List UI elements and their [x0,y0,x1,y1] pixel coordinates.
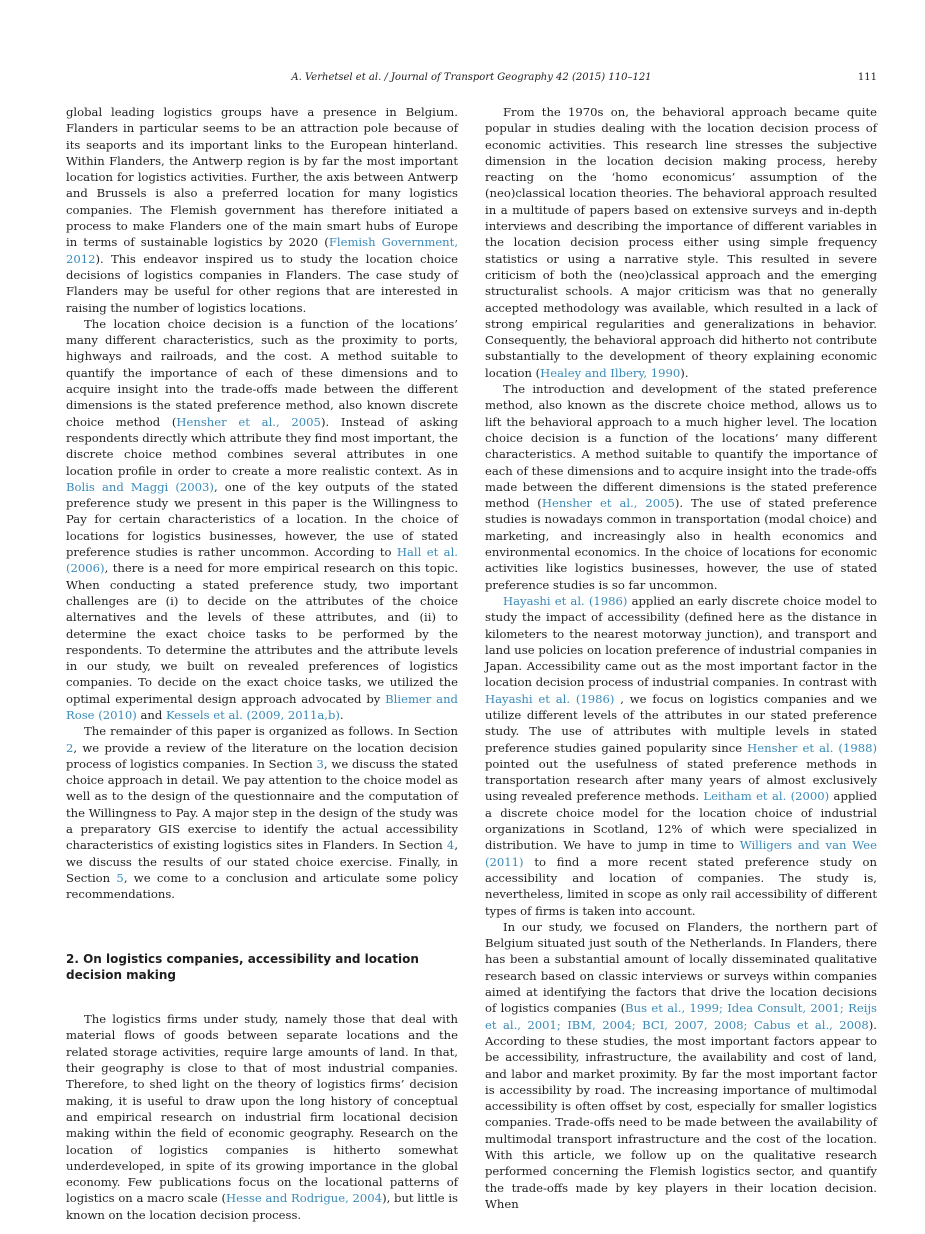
section-link[interactable]: 3 [316,756,324,771]
left-column [66,104,458,1223]
paragraph: The introduction and development of the stated preference method, also known as the discrete choice method, allows us to lift the behavioral approach to a much higher level. The location choice decision is a function of the locations’ many different characteristics. A method suitable to quantify the importance of each of these dimensions and to acquire insight into the trade-offs made between the different dimensions is the stated preference method (Hensher et al., 2005). The use of stated preference studies is nowadays common in transportation (modal choice) and marketing, and increasingly also in health economics and environmental economics. In the choice of locations for economic activities like logistics businesses, however, the use of stated preference studies is so far uncommon. [485,382,877,592]
page-number: 111 [857,72,877,83]
section-link[interactable]: 5 [116,870,124,885]
citation-link[interactable]: Hensher et al., 2005 [541,496,675,511]
citation-link[interactable]: Bus et al., 1999; Idea Consult, 2001; Reijs et al., 2001; IBM, 2004; BCI, 2007, 2008; Cabus et al., 2008 [485,1001,877,1032]
paragraph: The logistics firms under study, namely those that deal with material flows of goods between separate locations and the related storage activities, require large amounts of land. In that, their geography is close to that of most industrial companies. Therefore, to shed light on the theory of logistics firms’ decision making, it is useful to draw upon the long history of conceptual and empirical research on industrial firm locational decision making within the field of economic geography. Research on the location of logistics companies is hitherto somewhat underdeveloped, in spite of its growing importance in the global economy. Few publications focus on the locational patterns of logistics on a macro scale (Hesse and Rodrigue, 2004), but little is known on the location decision process. [66,1012,459,1222]
citation-link[interactable]: Hall et al. (2006) [66,545,458,576]
paragraph: global leading logistics groups have a presence in Belgium. Flanders in particular seems to be an attraction pole because of its seaports and its important links to the European hinterland. Within Flanders, the Antwerp region is by far the most important location for logistics activities. Further, the axis between Antwerp and Brussels is also a preferred location for many logistics companies. The Flemish government has therefore initiated a process to make Flanders one of the main smart hubs of Europe in terms of sustainable logistics by 2020 (Flemish Government, 2012). This endeavor inspired us to study the location choice decisions of logistics companies in Flanders. The case study of Flanders may be useful for other regions that are interested in raising the number of logistics locations. [66,105,458,315]
section-heading: 2. On logistics companies, accessibility and location decision making [66,951,419,982]
section-link[interactable]: 4 [446,838,455,853]
citation-link[interactable]: Flemish Government, 2012 [66,235,458,266]
citation-link[interactable]: Kessels et al. (2009, 2011a,b) [165,707,340,722]
citation-link[interactable]: Hayashi et al. (1986) [485,691,615,706]
citation-link[interactable]: Leitham et al. (2000) [703,789,830,804]
paragraph: In our study, we focused on Flanders, the northern part of Belgium situated just south of the Netherlands. In Flanders, there has been a substantial amount of locally disseminated qualitative research based on classic interviews or surveys within companies aimed at identifying the factors that drive the location decisions of logistics companies (Bus et al., 1999; Idea Consult, 2001; Reijs et al., 2001; IBM, 2004; BCI, 2007, 2008; Cabus et al., 2008). According to these studies, the most important factors appear to be accessibility, infrastructure, the availability and cost of land, and labor and market proximity. By far the most important factor is accessibility by road. The increasing importance of multimodal accessibility is often offset by cost, especially for smaller logistics companies. Trade-offs need to be made between the availability of multimodal transport infrastructure and the cost of the location. With this article, we follow up on the qualitative research performed concerning the Flemish logistics sector, and quantify the trade-offs made by key players in their location decision. When [485,919,877,1211]
citation-link[interactable]: Hensher et al., 2005 [176,414,321,429]
paragraph: From the 1970s on, the behavioral approach became quite popular in studies dealing with the location decision process of economic activities. This research line stresses the subjective dimension in the location decision making process, hereby reacting on the ‘homo economicus’ assumption of the (neo)classical location theories. The behavioral approach resulted in a multitude of papers based on extensive surveys and in-depth interviews and describing the importance of different variables in the location decision process either using simple frequency statistics or using a narrative style. This resulted in severe criticism of both the (neo)classical approach and the emerging structuralist schools. A major criticism was that no generally accepted methodology was available, which resulted in a lack of strong empirical regularities and generalizations in behavior. Consequently, the behavioral approach did hitherto not contribute substantially to the development of theory explaining economic location (Healey and Ilbery, 1990). [485,105,877,380]
citation-link[interactable]: Hesse and Rodrigue, 2004 [226,1191,383,1206]
citation-link[interactable]: Bliemer and Rose (2010) [66,691,458,722]
right-column [485,104,877,1212]
citation-link[interactable]: Hayashi et al. (1986) [503,593,628,608]
citation-link[interactable]: Willigers and van Wee (2011) [485,838,877,869]
paragraph: The location choice decision is a function of the locations’ many different characteristics, such as the proximity to ports, highways and railroads, and the cost. A method suitable to quantify the importance of each of these dimensions and to acquire insight into the trade-offs made between the different dimensions is the stated preference method, also known discrete choice method (Hensher et al., 2005). Instead of asking respondents directly which attribute they find most important, the discrete choice method combines several attributes in one location profile in order to create a more realistic context. As in Bolis and Maggi (2003), one of the key outputs of the stated preference study we present in this paper is the Willingness to Pay for certain characteristics of a location. In the choice of locations for logistics businesses, however, the use of stated preference studies is rather uncommon. According to Hall et al. (2006), there is a need for more empirical research on this topic. When conducting a stated preference study, two important challenges are (i) to decide on the attributes of the choice alternatives and the levels of these attributes, and (ii) to determine the exact choice tasks to be performed by the respondents. To determine the attributes and the attribute levels in our study, we built on revealed preferences of logistics companies. To decide on the exact choice tasks, we utilized the optimal experimental design approach advocated by Bliemer and Rose (2010) and Kessels et al. (2009, 2011a,b). [66,316,459,722]
paragraph: The remainder of this paper is organized as follows. In Section 2, we provide a review of the literature on the location decision process of logistics companies. In Section 3, we discuss the stated choice approach in detail. We pay attention to the choice model as well as to the design of the questionnaire and the computation of the Willingness to Pay. A major step in the design of the study was a preparatory GIS exercise to identify the actual accessibility characteristics of existing logistics sites in Flanders. In Section 4, we discuss the results of our stated choice exercise. Finally, in Section 5, we come to a conclusion and articulate some policy recommendations. [66,724,458,902]
citation-link[interactable]: Healey and Ilbery, 1990 [540,365,681,380]
citation-link[interactable]: Hensher et al. (1988) [747,740,877,755]
running-title: A. Verhetsel et al. / Journal of Transport Geography 42 (2015) 110–121 [291,72,652,83]
running-header [66,72,877,90]
section-link[interactable]: 2 [66,740,74,755]
paragraph: Hayashi et al. (1986) applied an early discrete choice model to study the impact of accessibility (defined here as the distance in kilometers to the nearest motorway junction), and transport and land use policies on location preference of industrial companies in Japan. Accessibility came out as the most important factor in the location decision process of industrial companies. In contrast with Hayashi et al. (1986) , we focus on logistics companies and we utilize different levels of the attributes in our stated preference study. The use of attributes with multiple levels in stated preference studies gained popularity since Hensher et al. (1988) pointed out the usefulness of stated preference methods in transportation research after many years of almost exclusively using revealed preference methods. Leitham et al. (2000) applied a discrete choice model for the location choice of industrial organizations in Scotland, 12% of which were specialized in distribution. We have to jump in time to Willigers and van Wee (2011) to find a more recent stated preference study on accessibility and location of companies. The study is, nevertheless, limited in scope as only rail accessibility of different types of firms is taken into account. [485,593,878,918]
citation-link[interactable]: Bolis and Maggi (2003) [66,479,214,494]
